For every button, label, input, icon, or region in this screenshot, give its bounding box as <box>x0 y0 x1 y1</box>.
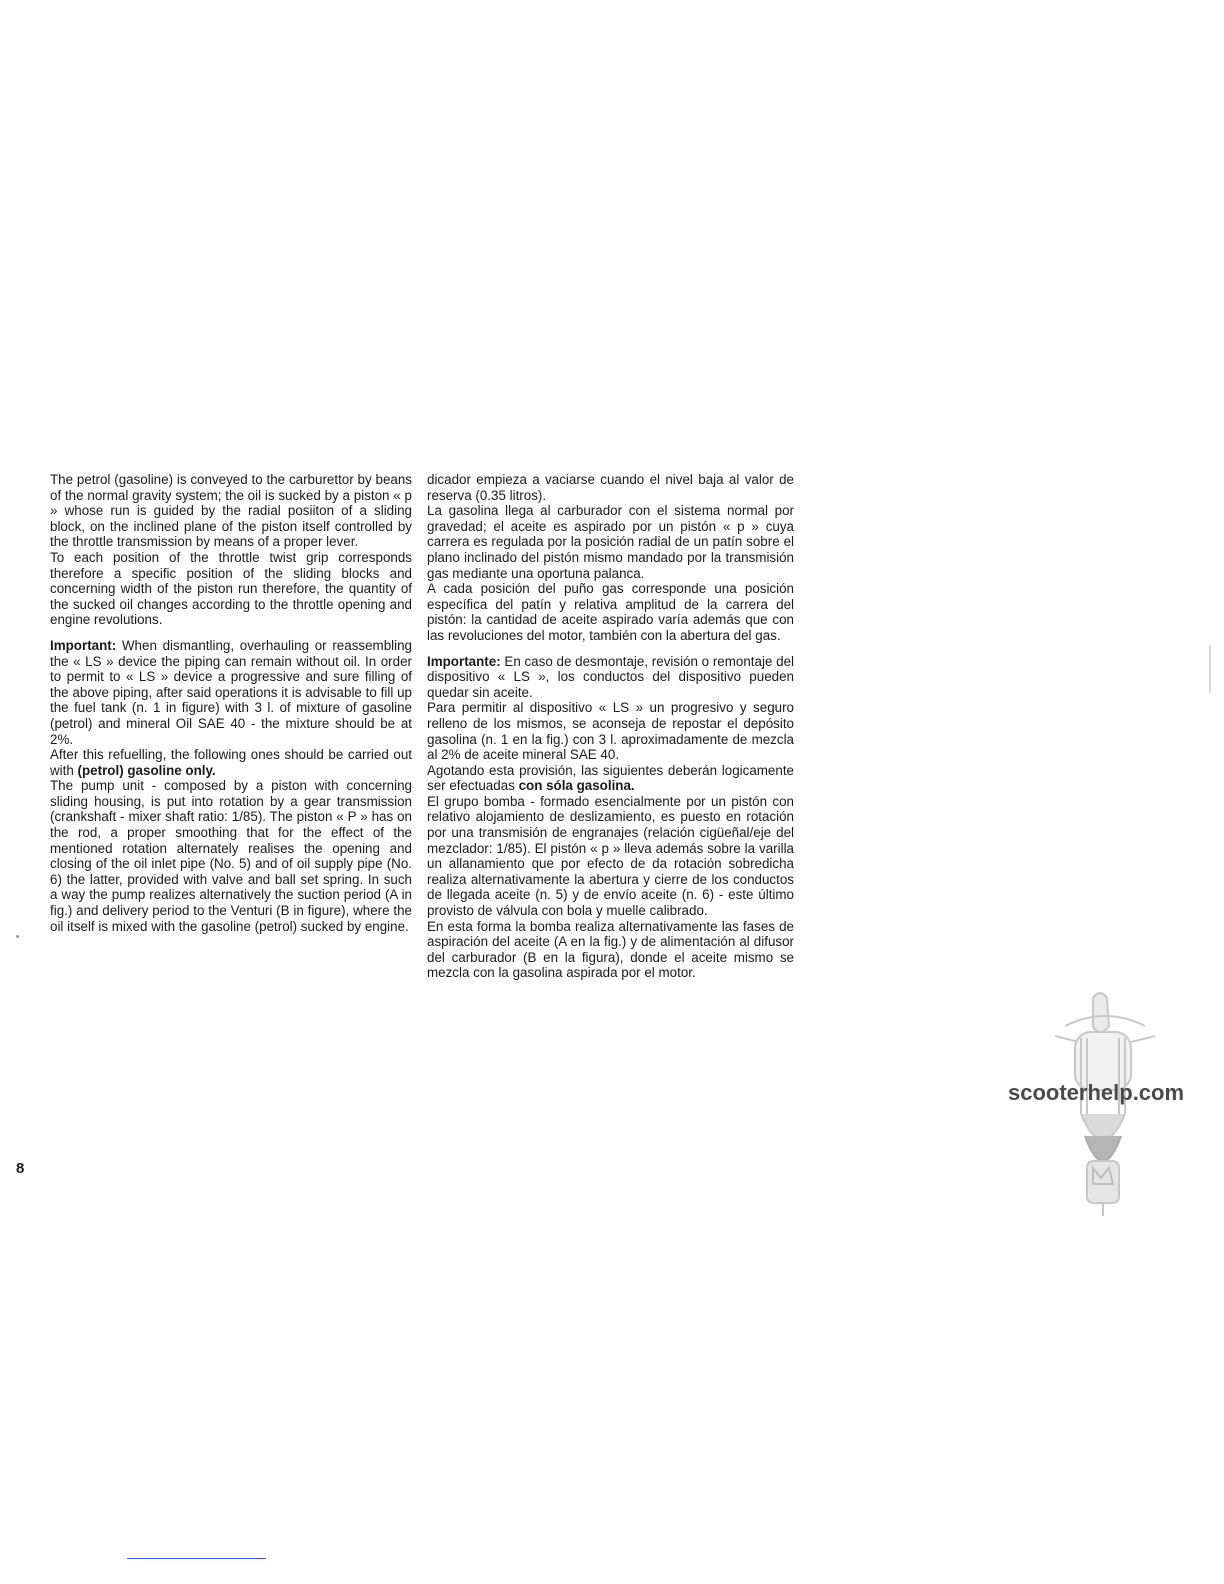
en-paragraph-pump: The pump unit - composed by a piston with concerning sliding housing, is put into rotation by a gear transmission (crankshaft - mixer shaft ratio: 1/85). The piston « P » has on the rod, a proper smoothing that for the effect of the mentioned rotation alternately realises the opening and closing of the oil inlet pipe (No. 5) and of oil supply pipe (No. 6) the latter, provided with valve and ball set spring. In such a way the pump realizes alternatively the suction period (A in fig.) and delivery period to the Venturi (B in figure), where the oil itself is mixed with the gasoline (petrol) sucked by engine. <box>50 778 412 934</box>
en-paragraph-fuel-system: The petrol (gasoline) is conveyed to the carburettor by beans of the normal gravity system; the oil is sucked by a piston « p » whose run is guided by the radial posiiton of a sliding block, on the inclined plane of the piston itself controlled by the throttle transmission by means of a proper lever. <box>50 472 412 550</box>
es-paragraph-fuel-system: La gasolina llega al carburador con el sistema normal por gravedad; el aceite es aspirado por un pistón « p » cuya carrera es regulada por la posición radial de un patín sobre el plano inclinado del pistón mismo mandado por la transmisión gas mediante una oportuna palanca. <box>427 503 794 581</box>
english-column <box>50 472 412 934</box>
es-paragraph-gasoline-only <box>427 763 794 794</box>
es-important-text: En caso de desmontaje, revisión o remontaje del dispositivo « LS », los conductos del dispositivo pueden quedar sin aceite. <box>427 653 794 700</box>
en-paragraph-throttle: To each position of the throttle twist grip corresponds therefore a specific position of the sliding blocks and concerning width of the piston run therefore, the quantity of the sucked oil changes according to the throttle opening and engine revolutions. <box>50 549 412 628</box>
es-paragraph-important <box>427 654 794 701</box>
es-paragraph-reserve: dicador empieza a vaciarse cuando el nivel baja al valor de reserva (0.35 litros). <box>427 472 794 503</box>
es-important-label: Importante: <box>427 653 501 669</box>
scan-dot <box>16 935 19 938</box>
es-gasoline-bold: con sóla gasolina. <box>518 778 635 794</box>
en-refuelling-text: After this refuelling, the following ones should be carried out with <box>50 747 412 778</box>
watermark-text: scooterhelp.com <box>1008 1080 1185 1105</box>
es-gasoline-text: Agotando esta provisión, las siguientes deberán logicamente ser efectuadas <box>427 762 794 794</box>
en-paragraph-important <box>50 638 412 747</box>
en-paragraph-refuelling <box>50 747 412 778</box>
scan-edge-mark <box>1209 645 1211 693</box>
en-important-label: Important: <box>50 637 117 653</box>
es-paragraph-throttle: A cada posición del puño gas corresponde una posición específica del patín y relativa amplitud de la carrera del pistón: la cantidad de aceite aspirado varía además que con las revoluciones del motor, también con la abertura del gas. <box>427 581 794 643</box>
en-important-text: When dismantling, overhauling or reassembling the « LS » device the piping can remain without oil. In order to permit to « LS » device a progressive and sure filling of the above piping, after said operations it is advisable to fill up the fuel tank (n. 1 in figure) with 3 l. of mixture of gasoline (petrol) and mineral Oil SAE 40 - the mixture should be at 2%. <box>50 637 412 747</box>
spanish-column <box>427 472 794 981</box>
es-paragraph-pump: El grupo bomba - formado esencialmente por un pistón con relativo alojamiento de deslizamiento, es puesto en rotación por una transmisión de engranajes (relación cigüeñal/eje del mezclador: 1/85). El pistón « p » lleva además sobre la varilla un allanamiento que por efecto de da rotación sobredicha realiza alternativamente la abertura y cierre de los conductos de llegada aceite (n. 5) y de envío aceite (n. 6) - este último provisto de válvula con bola y muelle calibrado. <box>427 793 794 919</box>
en-refuelling-bold: (petrol) gasoline only. <box>77 762 216 778</box>
page-number: 8 <box>16 1160 25 1177</box>
es-paragraph-phases: En esta forma la bomba realiza alternativamente las fases de aspiración del aceite (A en la fig.) y de alimentación al difusor del carburador (B en la figura), donde el aceite mismo se mezcla con la gasolina aspirada por el motor. <box>427 918 794 981</box>
es-paragraph-refill: Para permitir al dispositivo « LS » un progresivo y seguro relleno de los mismos, se aconseja de repostar el depósito gasolina (n. 1 en la fig.) con 3 l. aproximadamente de mezcla al 2% de aceite mineral SAE 40. <box>427 700 794 763</box>
footer-line <box>127 1558 266 1559</box>
